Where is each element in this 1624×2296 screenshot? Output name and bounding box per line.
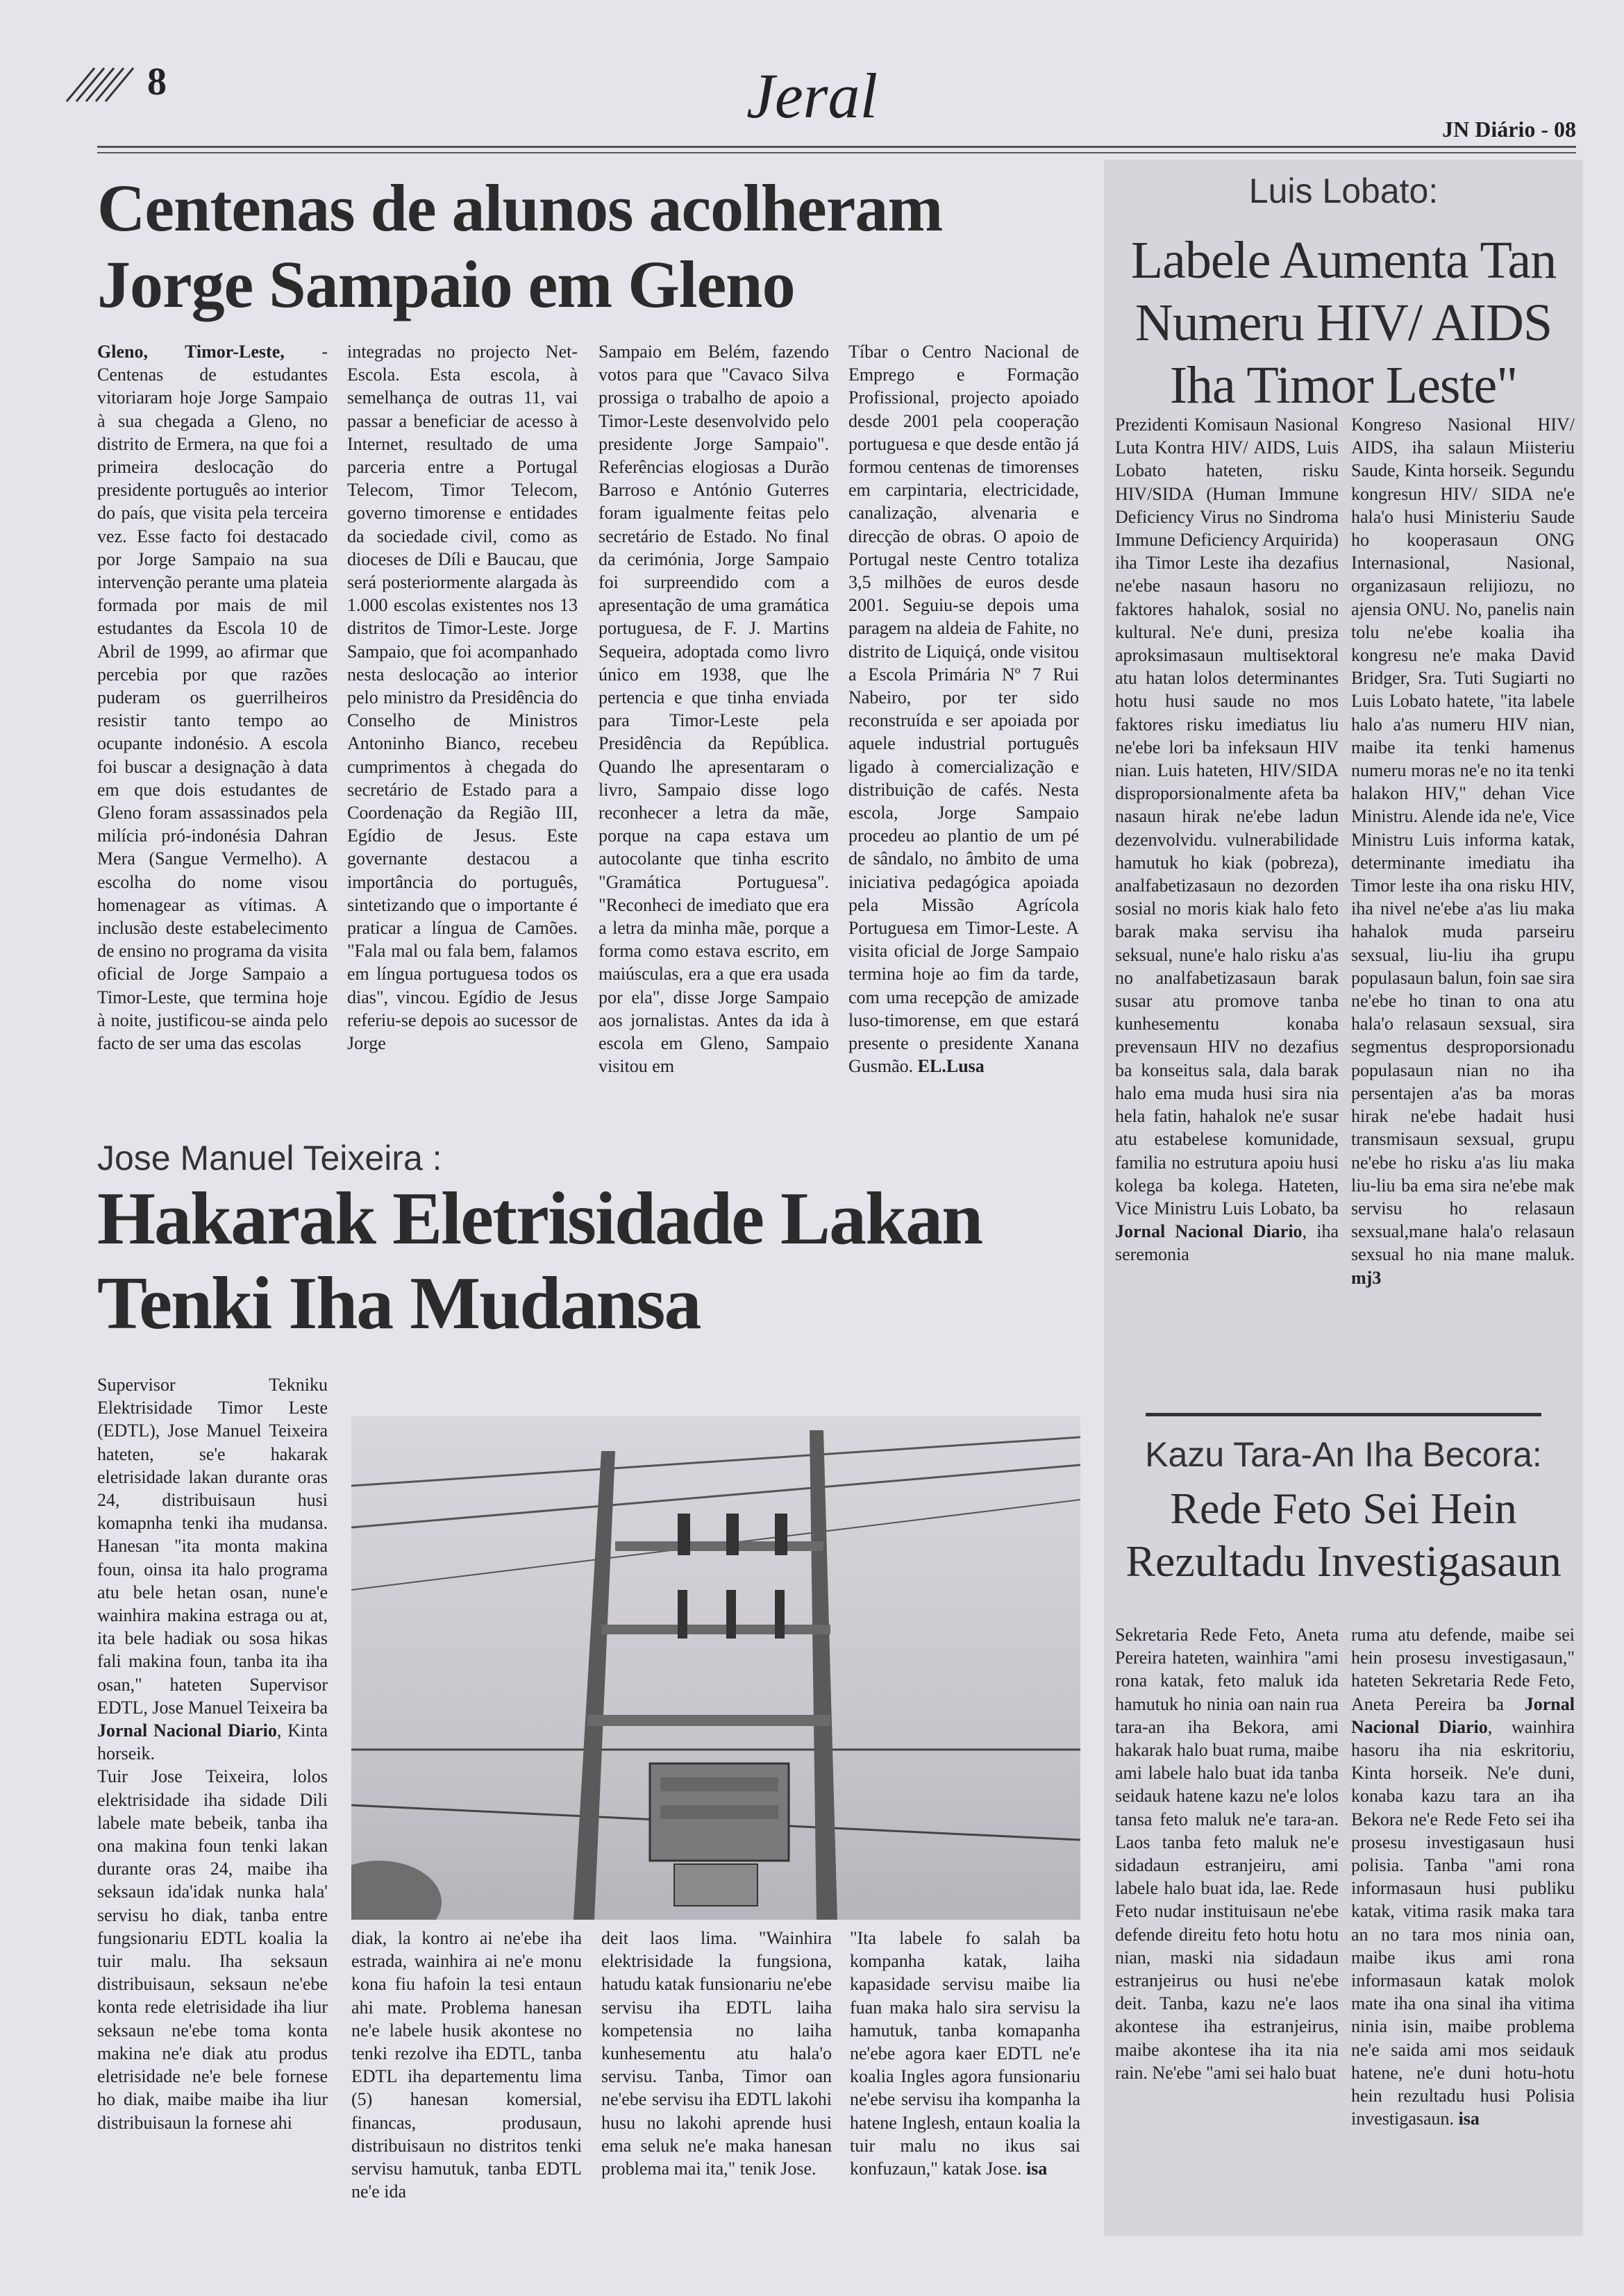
article4-newspaper-name: Jornal Nacional Diario [1351, 1693, 1575, 1737]
article4-kicker: Kazu Tara-An Iha Becora: [1145, 1435, 1542, 1474]
article3-headline [1104, 229, 1583, 417]
article4-column-2-after: , wainhira hasoru iha nia eskritoriu, Kinta horseik. Ne'e duni, konaba kazu tara an iha Bekora ne'e Rede Feto sei iha prosesu investigasaun husi polisia. Tanba "ami rona informasaun husi publiku katak, vitima rasik maka tara an no tara mos ninia oan, maibe ikus ami rona informasaun katak molok mate iha ona sinal iha vitima ninia isin, maibe problema ne'e saida ami mos seidauk hatene, ne'e duni hotu-hotu hein rezultadu husi Polisia investigasaun. [1351, 1716, 1575, 2129]
article2-headline [97, 1177, 1083, 1346]
electric-pylon-photo [351, 1416, 1080, 1920]
article1-column-1-text: - Centenas de estudantes vitoriaram hoje Jorge Sampaio à sua chegada a Gleno, no distrito de Ermera, na que foi a primeira deslocação do presidente português ao interior do país, que visita pela terceira vez. Esse facto foi destacado por Jorge Sampaio na sua intervenção perante uma plateia formada por mais de mil estudantes da Escola 10 de Abril de 1999, ao afirmar que percebia por que razões puderam os guerrilheiros resistir tanto tempo ao ocupante indonésio. A escola foi buscar a designação à data em que dois estudantes de Gleno foram assassinados pela milícia pró-indonésia Dahran Mera (Sangue Vermelho). A escolha do nome visou homenagear as vítimas. A inclusão deste estabelecimento de ensino no programa da visita oficial de Jorge Sampaio a Timor-Leste, que termina hoje à noite, justificou-se ainda pelo facto de ser uma das escolas [97, 342, 328, 1054]
article1-column-3 [598, 340, 829, 1125]
header-rule-bottom [97, 152, 1576, 153]
article2-headline-line1: Hakarak Eletrisidade Lakan [97, 1178, 982, 1260]
article3-headline-line1: Labele Aumenta Tan [1130, 231, 1557, 290]
article3-signature: mj3 [1351, 1267, 1382, 1288]
article4-column-2 [1351, 1623, 1575, 2220]
article4-headline [1104, 1482, 1583, 1588]
sidebar-divider [1146, 1413, 1541, 1416]
article1-column-1 [97, 340, 328, 1125]
article4-column-2-text: ruma atu defende, maibe sei hein prosesu investigasaun," hateten Sekretaria Rede Feto, Aneta Pereira ba [1351, 1625, 1575, 1714]
article1-headline-line1: Centenas de alunos acolheram [97, 171, 943, 245]
article2-column-1b-text: Tuir Jose Teixeira, lolos elektrisidade iha sidade Dili labele mate bebeik, tanba iha ona makina foun tenki lakan durante oras 24, maibe iha seksaun ida'idak nunka hala' servisu ho diak, tanba entre fungsionariu EDTL koalia la tuir malu. Iha seksaun distribuisaun, seksaun ne'ebe konta rede eletrisidade iha liur seksaun ne'ebe toma konta makina ne'e diak atu produs eletrisidade ne'e bele fornese ho diak, maibe maibe iha liur distribuisaun la fornese ahi [97, 1766, 328, 2133]
article2-column-3 [601, 1927, 832, 2232]
article2-newspaper-name: Jornal Nacional Diario [97, 1720, 277, 1741]
article2-signature: isa [1026, 2159, 1048, 2179]
article3-headline-line3: Iha Timor Leste" [1169, 356, 1518, 414]
article1-headline-line2: Jorge Sampaio em Gleno [97, 247, 795, 321]
article3-column-1-after: , iha seremonia [1115, 1221, 1339, 1265]
article2-column-1 [97, 1373, 328, 2220]
article2-column-1-after: , Kinta horseik. [97, 1720, 328, 1764]
article3-headline-line2: Numeru HIV/ AIDS [1135, 294, 1552, 352]
article1-column-4-text: Tíbar o Centro Nacional de Emprego e Formação Profissional, projecto apoiado desde 2001 pela cooperação portuguesa e que desde então já formou centenas de timorenses em carpintaria, electricidade, canalização, alvenaria e direcção de obras. O apoio de Portugal neste Centro totaliza 3,5 milhões de euros desde 2001. Seguiu-se depois uma paragem na aldeia de Fahite, no distrito de Liquiçá, onde visitou a Escola Primária Nº 7 Rui Nabeiro, por ter sido reconstruída e ser apoiada por aquele industrial português ligado à comercialização e distribuição de cafés. Nesta escola, Jorge Sampaio procedeu ao plantio de um pé de sândalo, no âmbito de uma iniciativa pedagógica apoiada pela Missão Agrícola Portuguesa em Timor-Leste. A visita oficial de Jorge Sampaio termina hoje ao fim da tarde, com uma recepção de amizade luso-timorense, em que estará presente o presidente Xanana Gusmão. [848, 342, 1079, 1077]
article4-headline-line1: Rede Feto Sei Hein [1170, 1484, 1517, 1533]
article2-headline-line2: Tenki Iha Mudansa [97, 1262, 701, 1345]
article2-column-4 [850, 1927, 1080, 2232]
header-rule-top [97, 146, 1576, 148]
article3-newspaper-name: Jornal Nacional Diario [1115, 1221, 1303, 1242]
article4-column-1 [1115, 1623, 1339, 2220]
electric-pylon-icon [351, 1416, 1080, 1920]
article1-column-3-text: Sampaio em Belém, fazendo votos para que "Cavaco Silva prossiga o trabalho de apoio a Timor-Leste desenvolvido pelo presidente Jorge Sampaio". Referências elogiosas a Durão Barroso e António Guterres foram igualmente feitas pelo secretário de Estado. No final da cerimónia, Jorge Sampaio foi surpreendido com a apresentação de uma gramática portuguesa, de F. J. Martins Sequeira, adoptada como livro único em 1938, que lhe pertencia e que tinha enviada para Timor-Leste pela Presidência da República. Quando lhe apresentaram o livro, Sampaio disse logo reconhecer a letra da mãe, porque na capa estava um autocolante que tinha escrito "Gramática Portuguesa". "Reconheci de imediato que era a letra da minha mãe, porque a forma como estava escrito, em maiúsculas, era a que era usada por ela", disse Jorge Sampaio aos jornalistas. Antes da ida à escola em Gleno, Sampaio visitou em [598, 342, 829, 1077]
article4-column-1-text: Sekretaria Rede Feto, Aneta Pereira hateten, wainhira "ami rona katak, feto maluk ida hamutuk ho ninia oan nain rua tara-an iha Bekora, ami hakarak halo buat ruma, maibe ami labele halo buat ida tanba seidauk hatene kazu ne'e lolos tansa feto maluk ne'e tara-an. Laos tanba feto maluk ne'e sidadaun estranjeiru, ami labele halo buat ida, lae. Rede Feto nudar instituisaun ne'ebe defende direitu feto hotu hotu nian, maski nia sidadaun estranjeirus ou husi ne'ebe deit. Tanba, kazu ne'e laos akontese iha estranjeirus, maibe akontese iha ita nia rain. Ne'ebe "ami sei halo buat [1115, 1625, 1339, 2083]
article3-column-2-text: Kongreso Nasional HIV/ AIDS, iha salaun Miisteriu Saude, Kinta horseik. Segundu kongresun HIV/ SIDA ne'e hala'o husi Ministeriu Saude ho kooperasaun ONG Internasional, Nasional, organizasaun relijiozu, no ajensia ONU. No, panelis nain tolu ne'ebe koalia iha kongresu ne'e maka David Bridger, Sra. Tuti Sugiarti no Luis Lobato hatete, "ita labele halo a'as numeru HIV nian, maibe ita tenki hamenus numeru moras ne'e no ita tenki halakon HIV," dehan Vice Ministru. Alende ida ne'e, Vice Ministru Luis informa katak, determinante imediatu iha Timor leste iha ona risku HIV, iha nivel ne'ebe a'as liu maka hahalok muda parseiru sexsual, liu-liu iha grupu populasaun balun, foin sae sira ne'ebe ho tinan to ona atu hala'o relasaun sexsual, sira segmentus desproporsionadu populasaun nian no iha persentajen a'as ba moras hirak ne'ebe hadait husi transmisaun sexsual, grupu ne'ebe ho risku a'as liu maka liu-liu ba ema sira ne'ebe mak servisu ho relasaun sexsual,mane hala'o relasaun sexsual ho nia mane maluk. [1351, 414, 1575, 1265]
article1-column-2-text: integradas no projecto Net-Escola. Esta escola, à semelhança de outras 11, vai passar a beneficiar de acesso à Internet, resultado de uma parceria entre a Portugal Telecom, Timor Telecom, governo timorense e entidades da sociedade civil, como as dioceses de Díli e Baucau, que será posteriormente alargada às 1.000 escolas existentes nos 13 distritos de Timor-Leste. Jorge Sampaio, que foi acompanhado nesta deslocação ao interior pelo ministro da Presidência do Conselho de Ministros Antoninho Bianco, recebeu cumprimentos à chegada do secretário de Estado para a Coordenação da Região III, Egídio de Jesus. Este governante destacou a importância do português, sintetizando que o importante é praticar a língua de Camões. "Fala mal ou fala bem, falamos em língua portuguesa todos os dias", vincou. Egídio de Jesus referiu-se depois ao sucessor de Jorge [347, 342, 578, 1054]
article2-column-1-text: Supervisor Tekniku Elektrisidade Timor Leste (EDTL), Jose Manuel Teixeira hateten, se'e hakarak eletrisidade lakan durante oras 24, distribuisaun husi komapnha tenki iha mudansa. Hanesan "ita monta makina foun, oinsa ita halo programa atu bele hetan osan, nune'e wainhira makina estraga ou at, ita bele hadiak ou sosa hikas fali makina foun, tanba ita iha osan," hateten Supervisor EDTL, Jose Manuel Teixeira ba [97, 1375, 328, 1718]
article1-column-2 [347, 340, 578, 1125]
article4-headline-line2: Rezultadu Investigasaun [1125, 1536, 1562, 1586]
page-number: 8 [147, 60, 167, 103]
article1-column-4 [848, 340, 1079, 1125]
article4-signature: isa [1458, 2109, 1480, 2129]
article2-column-2 [351, 1927, 582, 2232]
article3-column-1 [1115, 413, 1339, 1392]
paper-reference: JN Diário - 08 [1442, 117, 1576, 142]
article3-kicker: Luis Lobato: [1248, 171, 1439, 210]
section-title: Jeral [746, 60, 878, 131]
article3-column-1-text: Prezidenti Komisaun Nasional Luta Kontra HIV/ AIDS, Luis Lobato hateten, risku HIV/SIDA (Human Immune Deficiency Virus no Sindroma Immune Deficiency Arquirida) iha Timor Leste iha dezafius ne'ebe nasaun hasoru no faktores hahalok, sosial no kultural. Ne'e duni, presiza aproksimasaun multisektoral atu hatan lolos determinantes hotu husi saude no mos faktores risku imediatus liu ne'ebe lori ba infeksaun HIV nian. Luis hateten, HIV/SIDA disproporsionalmente afeta ba nasaun hirak ne'ebe ladun dezenvolvidu. vulnerabilidade hamutuk ho kiak (pobreza), analfabetizasaun no dezorden sosial no moris kiak halo feto barak maka servisu iha seksual, nune'e halo risku a'as no analfabetizasaun barak susar atu promove tanba kunhesementu konaba prevensaun HIV no dezafius ba konseitus sala, dala barak halo ema muda husi sira nia hela fatin, hahalok ne'e susar atu estabelese komunidade, familia no estrutura apoiu husi kolega ba kolega. Hateten, Vice Ministru Luis Lobato, ba [1115, 414, 1339, 1218]
article2-column-4-text: "Ita labele fo salah ba kompanha katak, laiha kapasidade servisu maibe lia fuan maka halo sira servisu la hamutuk, tanba komapanha ne'ebe agora kaer EDTL ne'e koalia Ingles agora funsionariu ne'ebe servisu iha kompanha la hatene Inglesh, entaun koalia la tuir malu no ikus sai konfuzaun," katak Jose. [850, 1928, 1080, 2179]
article2-kicker: Jose Manuel Teixeira : [97, 1139, 442, 1178]
article1-dateline: Gleno, Timor-Leste, [97, 342, 285, 362]
article2-column-3-text: deit laos lima. "Wainhira elektrisidade la fungsiona, hatudu katak funsionariu ne'ebe servisu iha EDTL laiha kompetensia no laiha kunhesementu atu hala'o servisu. Tanba, Timor oan ne'ebe servisu iha EDTL lakohi husu no lakohi aprende husi ema seluk ne'e maka hanesan problema mai ita," tenik Jose. [601, 1928, 832, 2179]
article1-signature: EL.Lusa [917, 1056, 985, 1077]
article1-headline [97, 170, 1083, 323]
article3-column-2 [1351, 413, 1575, 1392]
article2-column-2-text: diak, la kontro ai ne'ebe iha estrada, wainhira ai ne'e monu kona fiu hafoin la tesi entaun ahi mate. Problema hanesan ne'e labele husik akontese no tenki rezolve iha EDTL, tanba EDTL iha departementu lima (5) hanesan komersial, financas, produsaun, distribuisaun no distritos tenki servisu hamutuk, tanba EDTL ne'e ida [351, 1928, 582, 2202]
